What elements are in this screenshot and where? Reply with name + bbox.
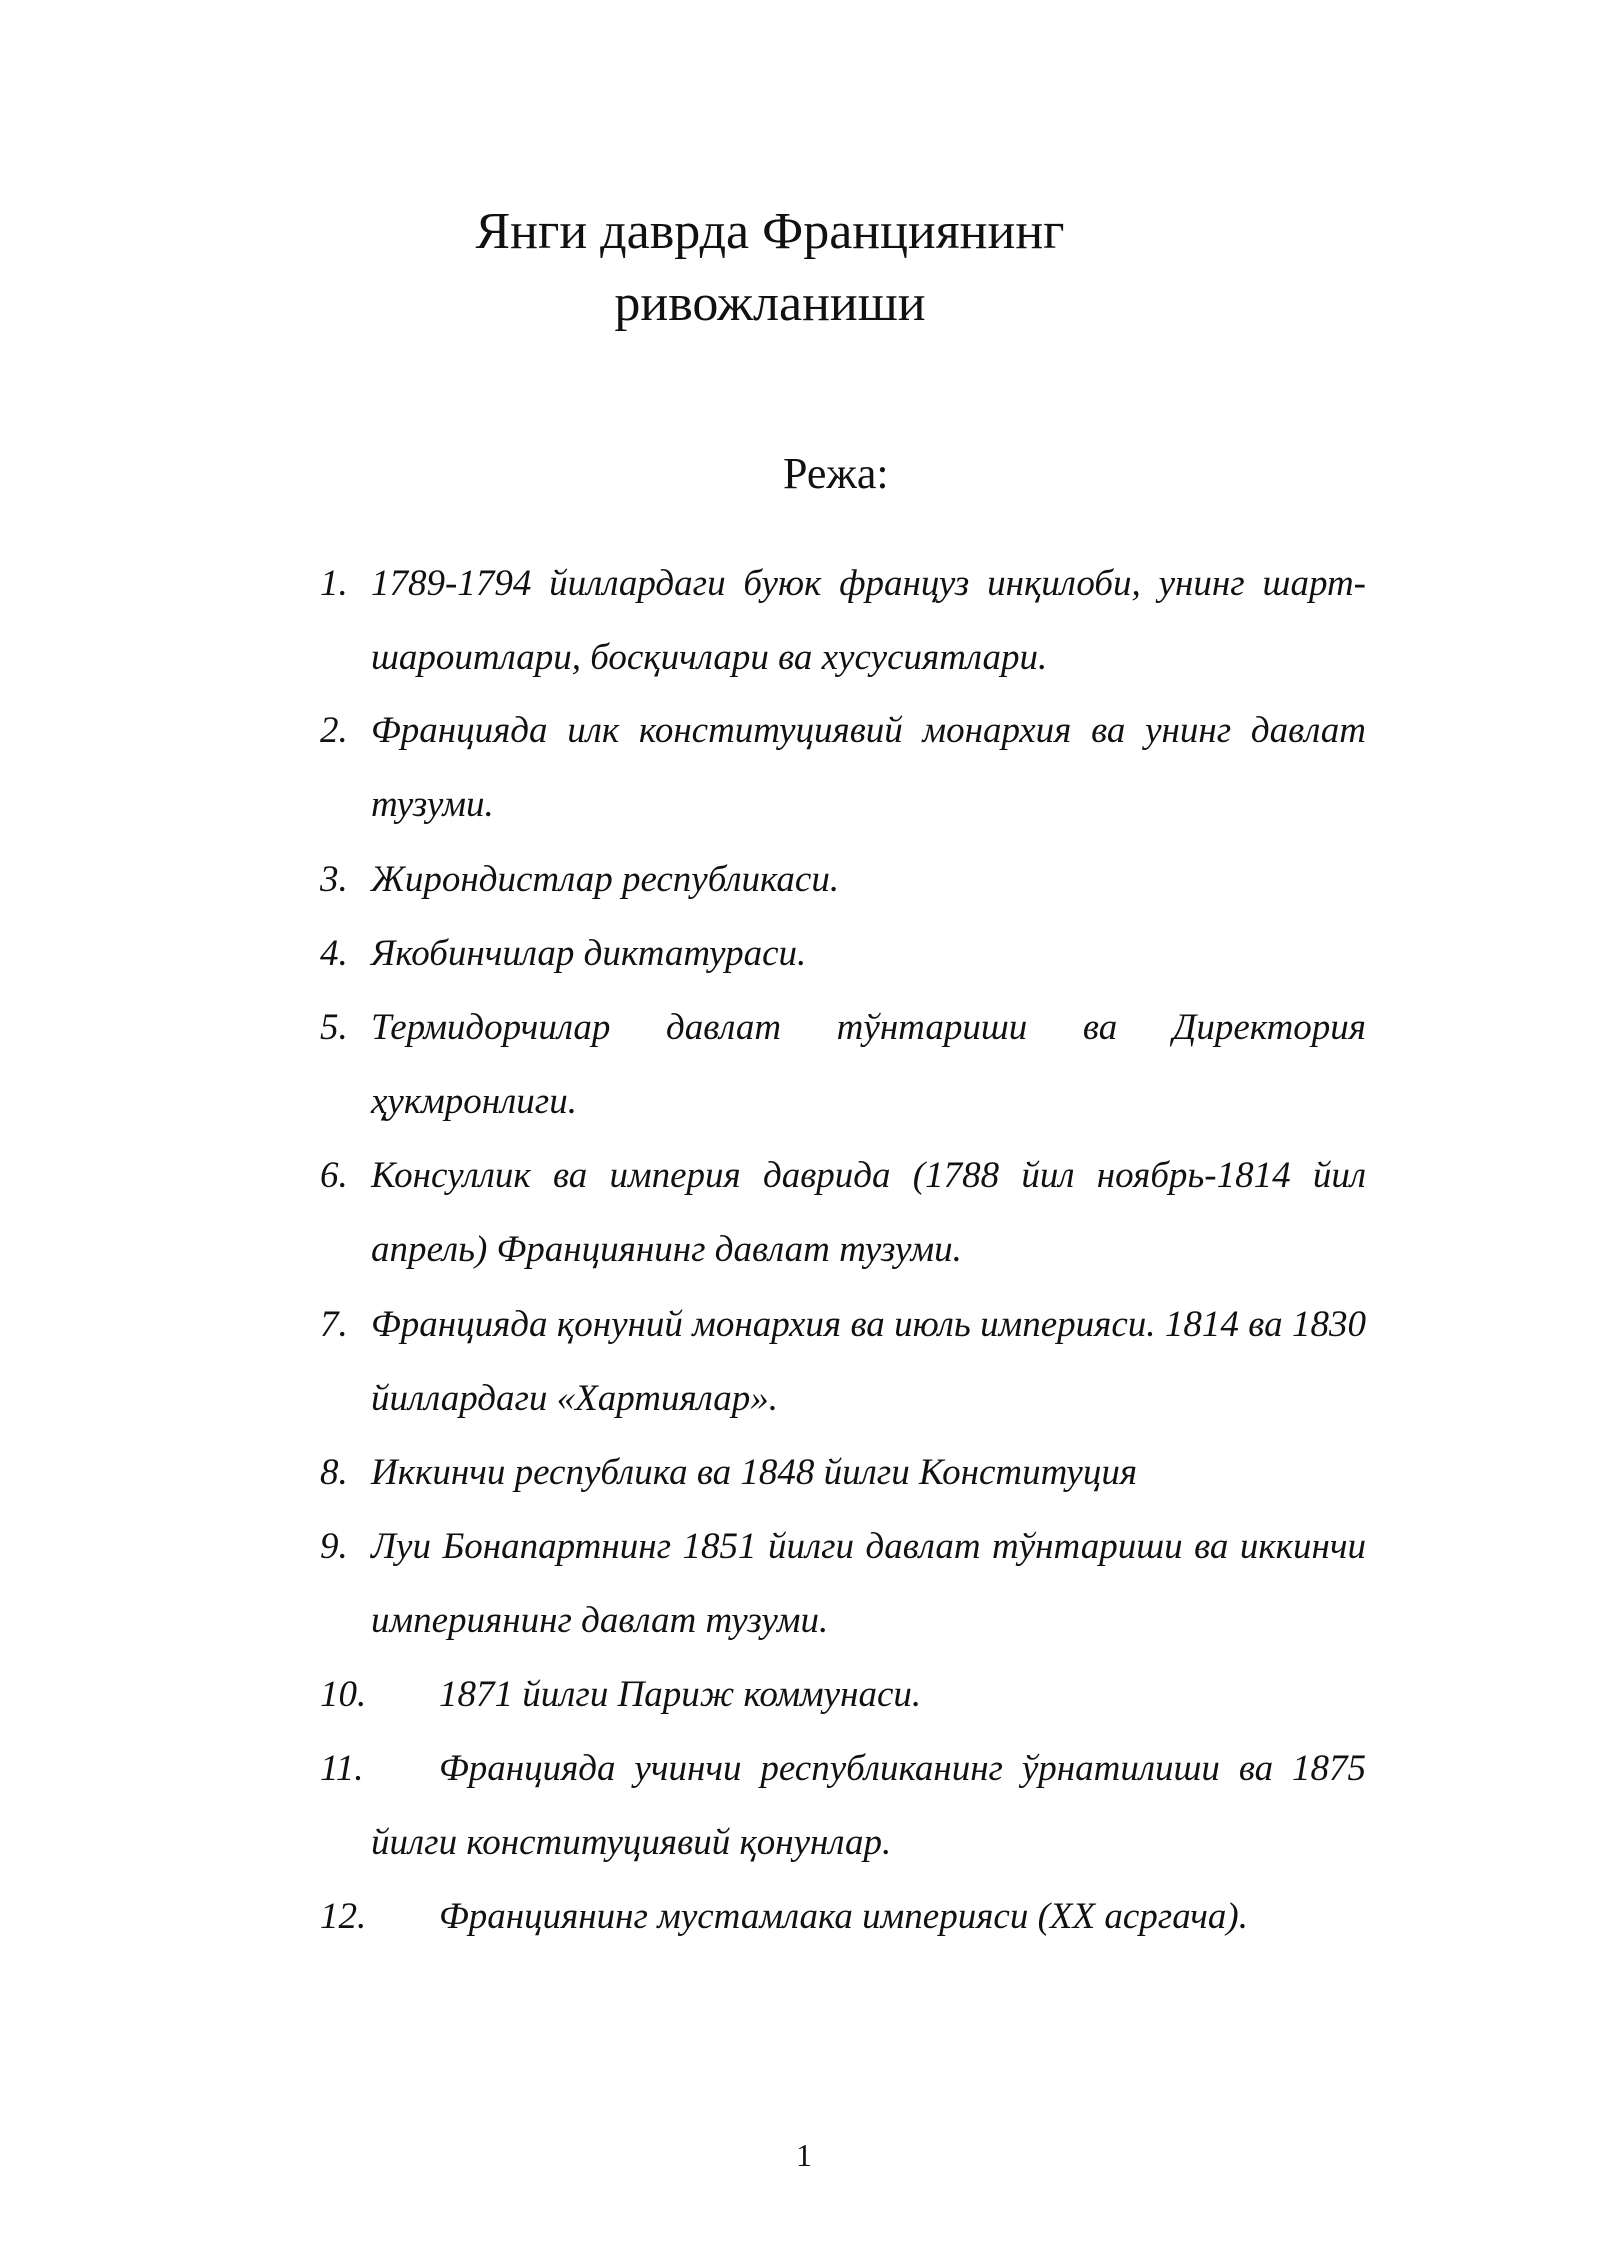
- plan-item-text: Франциянинг мустамлака империяси (XX асргача).: [439, 1896, 1248, 1937]
- plan-item-number: 5.: [320, 1007, 348, 1048]
- plan-item-number: 7.: [320, 1304, 348, 1345]
- plan-item-7: [320, 1288, 1366, 1436]
- plan-item-9: [320, 1510, 1366, 1658]
- page-number: 1: [796, 2137, 812, 2173]
- plan-item-4: [320, 917, 1366, 991]
- plan-item-number: 2.: [320, 710, 348, 751]
- plan-item-number: 9.: [320, 1526, 348, 1567]
- plan-item-text: Луи Бонапартнинг 1851 йилги давлат тўнтариши ва иккинчи империянинг давлат тузуми.: [371, 1526, 1366, 1641]
- plan-item-text: Францияда илк конституциявий монархия ва унинг давлат тузуми.: [371, 710, 1366, 825]
- plan-item-number: 12.: [320, 1896, 367, 1937]
- plan-item-text: Францияда қонуний монархия ва июль империяси. 1814 ва 1830 йиллардаги «Хартиялар».: [371, 1304, 1366, 1419]
- plan-item-text: Якобинчилар диктатураси.: [371, 933, 807, 974]
- plan-item-8: [320, 1436, 1366, 1510]
- plan-item-number: 3.: [320, 859, 348, 900]
- plan-item-text: Термидорчилар давлат тўнтариши ва Директория ҳукмронлиги.: [371, 1007, 1366, 1122]
- plan-item-2: [320, 694, 1366, 842]
- document-title-line-2: ривожланиши: [614, 275, 926, 332]
- plan-item-5: [320, 991, 1366, 1139]
- plan-item-number: 1.: [320, 563, 348, 604]
- plan-item-10: [320, 1658, 1366, 1732]
- plan-item-number: 4.: [320, 933, 348, 974]
- plan-item-text: Иккинчи республика ва 1848 йилги Конституция: [371, 1452, 1138, 1493]
- plan-item-text: 1789-1794 йиллардаги буюк француз инқилоби, унинг шарт- шароитлари, босқичлари ва хусусиятлари.: [371, 563, 1366, 678]
- plan-item-11: [320, 1732, 1366, 1880]
- document-title-line-1: Янги даврда Франциянинг: [475, 203, 1065, 260]
- plan-item-number: 8.: [320, 1452, 348, 1493]
- plan-item-text: Францияда учинчи республиканинг ўрнатилиши ва 1875 йилги конституциявий қонунлар.: [371, 1748, 1366, 1863]
- plan-item-text: Жирондистлар республикаси.: [371, 859, 840, 900]
- plan-item-number: 6.: [320, 1155, 348, 1196]
- plan-item-6: [320, 1139, 1366, 1287]
- plan-item-number: 11.: [320, 1748, 364, 1789]
- plan-item-text: 1871 йилги Париж коммунаси.: [439, 1674, 922, 1715]
- plan-heading: Режа:: [783, 449, 889, 498]
- plan-item-12: [320, 1880, 1366, 1954]
- plan-item-text: Консуллик ва империя даврида (1788 йил ноябрь-1814 йил апрель) Франциянинг давлат тузуми.: [371, 1155, 1366, 1270]
- plan-item-number: 10.: [320, 1674, 367, 1715]
- plan-item-3: [320, 843, 1366, 917]
- plan-item-1: [320, 547, 1366, 695]
